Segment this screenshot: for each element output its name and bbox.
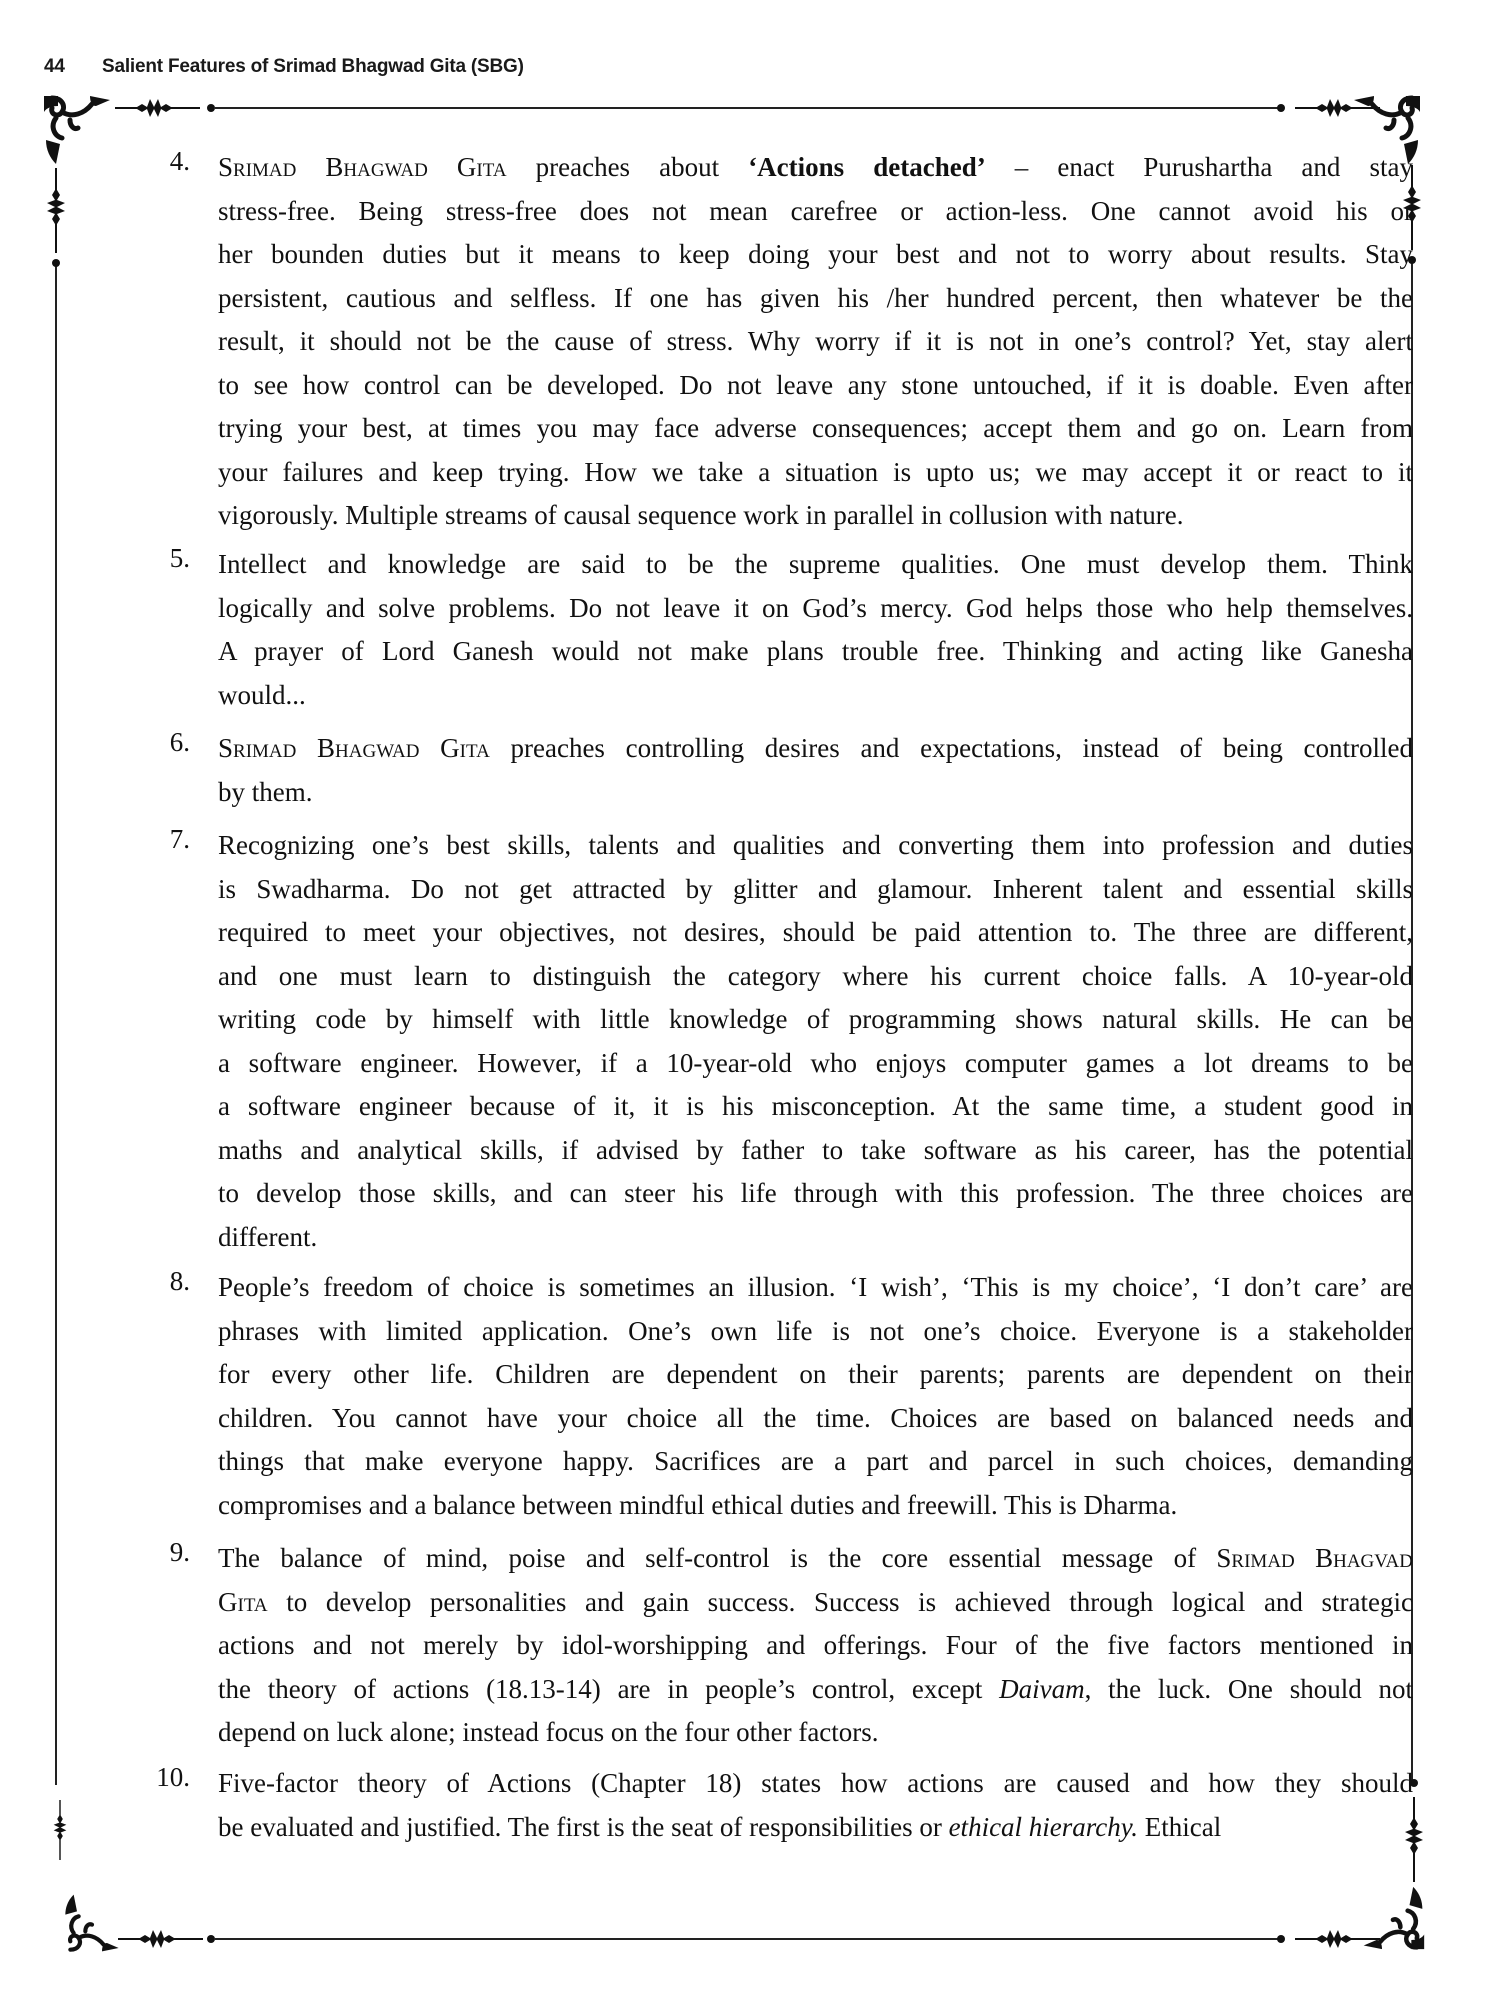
text-run: stress-free. Being stress-free does not mean carefree or action-less. One cannot avoid his or bbox=[218, 195, 1413, 226]
diamond-finial-icon bbox=[44, 168, 68, 253]
text-line bbox=[218, 1440, 1413, 1484]
text-run: is Swadharma. Do not get attracted by glitter and glamour. Inherent talent and essential skills bbox=[218, 873, 1413, 904]
text-run: trying your best, at times you may face adverse consequences; accept them and go on. Learn from bbox=[218, 413, 1413, 443]
text-line bbox=[218, 998, 1413, 1042]
text-line bbox=[218, 1172, 1413, 1216]
text-line bbox=[218, 1085, 1413, 1129]
item-text bbox=[218, 1266, 1413, 1527]
text-run: compromises and a balance between mindful ethical duties and freewill. This is Dharma. bbox=[218, 1489, 1178, 1520]
text-run: actions and not merely by idol-worshipping and offerings. Four of the five factors mentioned in bbox=[218, 1630, 1413, 1660]
floral-corner-icon bbox=[1360, 1885, 1426, 1951]
text-line bbox=[218, 955, 1413, 999]
text-run: preaches about bbox=[506, 152, 749, 182]
item-text bbox=[218, 727, 1413, 814]
text-run: for every other life. Children are dependent on their parents; parents are dependent on their bbox=[218, 1359, 1413, 1389]
text-run: – enact Purushartha and stay bbox=[985, 152, 1413, 182]
text-run: would... bbox=[218, 679, 306, 710]
text-run: Recognizing one’s best skills, talents and qualities and converting them into profession and duties bbox=[218, 830, 1413, 860]
text-run: different. bbox=[218, 1221, 318, 1252]
small-caps-title: Srimad Bhagwad Gita bbox=[218, 733, 490, 763]
text-line bbox=[218, 771, 1413, 815]
text-line bbox=[218, 1668, 1413, 1712]
bottom-border-dot-left bbox=[207, 1935, 215, 1943]
small-caps-title: Gita bbox=[218, 1586, 268, 1617]
left-border-line bbox=[55, 265, 57, 1785]
text-run: her bounden duties but it means to keep doing your best and not to worry about results. Stay bbox=[218, 239, 1413, 269]
text-run: a software engineer because of it, it is his misconception. At the same time, a student good in bbox=[218, 1091, 1413, 1121]
floral-corner-icon bbox=[42, 94, 114, 166]
text-run: maths and analytical skills, if advised by father to take software as his career, has the potential bbox=[218, 1134, 1413, 1165]
text-line bbox=[218, 1216, 1413, 1260]
page-number: 44 bbox=[44, 56, 65, 77]
item-text bbox=[218, 543, 1413, 717]
text-line bbox=[218, 1581, 1413, 1625]
text-line bbox=[218, 364, 1413, 408]
bold-phrase: ‘Actions detached’ bbox=[748, 152, 986, 182]
text-run: People’s freedom of choice is sometimes an illusion. ‘I wish’, ‘This is my choice’, ‘I don’t care’ are bbox=[218, 1272, 1413, 1302]
text-run: Intellect and knowledge are said to be the supreme qualities. One must develop them. Think bbox=[218, 549, 1413, 579]
text-line bbox=[218, 1042, 1413, 1086]
text-run: A prayer of Lord Ganesh would not make plans trouble free. Thinking and acting like Ganesha bbox=[218, 636, 1413, 666]
text-run: Five-factor theory of Actions (Chapter 18) states how actions are caused and how they should bbox=[218, 1768, 1413, 1798]
left-border-dot-top bbox=[52, 259, 60, 267]
text-line bbox=[218, 1129, 1413, 1173]
text-line bbox=[218, 1537, 1413, 1581]
text-line bbox=[218, 543, 1413, 587]
text-line bbox=[218, 494, 1413, 538]
italic-term: ethical hierarchy. bbox=[948, 1811, 1139, 1842]
text-run: result, it should not be the cause of stress. Why worry if it is not in one’s control? Yet, stay alert bbox=[218, 326, 1413, 356]
text-line bbox=[218, 674, 1413, 718]
text-run: Ethical bbox=[1138, 1811, 1222, 1842]
text-line bbox=[218, 407, 1413, 451]
text-run: vigorously. Multiple streams of causal sequence work in parallel in collusion with nature. bbox=[218, 500, 1184, 530]
small-caps-title: Srimad Bhagvad bbox=[1216, 1543, 1413, 1573]
diamond-finial-icon bbox=[118, 1928, 203, 1950]
text-run: writing code by himself with little knowledge of programming shows natural skills. He can be bbox=[218, 1004, 1413, 1034]
item-text bbox=[218, 1537, 1413, 1755]
top-border-line bbox=[215, 107, 1280, 109]
floral-corner-icon bbox=[62, 1893, 122, 1953]
text-run: a software engineer. However, if a 10-year-old who enjoys computer games a lot dreams to be bbox=[218, 1047, 1413, 1078]
item-number: 10. bbox=[156, 1762, 190, 1792]
running-header bbox=[44, 56, 524, 78]
text-run: , the luck. One should not bbox=[1084, 1673, 1413, 1704]
text-run: and one must learn to distinguish the category where his current choice falls. A 10-year-old bbox=[218, 960, 1413, 991]
text-run: to develop personalities and gain success. Success is achieved through logical and strategic bbox=[267, 1586, 1413, 1617]
item-number: 8. bbox=[169, 1266, 190, 1296]
text-line bbox=[218, 320, 1413, 364]
text-run: logically and solve problems. Do not leave it on God’s mercy. God helps those who help themselves. bbox=[218, 592, 1413, 623]
text-line bbox=[218, 1484, 1413, 1528]
text-line bbox=[218, 1624, 1413, 1668]
item-text bbox=[218, 146, 1413, 538]
item-number: 6. bbox=[169, 727, 190, 757]
text-run: things that make everyone happy. Sacrifices are a part and parcel in such choices, demanding bbox=[218, 1446, 1413, 1476]
italic-term: Daivam bbox=[999, 1673, 1085, 1704]
text-line bbox=[218, 190, 1413, 234]
text-run: children. You cannot have your choice all the time. Choices are based on balanced needs and bbox=[218, 1402, 1413, 1433]
text-run: be evaluated and justified. The first is the seat of responsibilities or bbox=[218, 1811, 949, 1842]
text-line bbox=[218, 1266, 1413, 1310]
text-line bbox=[218, 727, 1413, 771]
text-line bbox=[218, 146, 1413, 190]
text-line bbox=[218, 824, 1413, 868]
text-run: phrases with limited application. One’s own life is not one’s choice. Everyone is a stakeholder bbox=[218, 1315, 1413, 1346]
text-line bbox=[218, 1353, 1413, 1397]
text-line bbox=[218, 587, 1413, 631]
text-run: The balance of mind, poise and self-control is the core essential message of bbox=[218, 1543, 1217, 1573]
text-line bbox=[218, 451, 1413, 495]
text-run: to develop those skills, and can steer his life through with this profession. The three choices are bbox=[218, 1178, 1413, 1208]
text-line bbox=[218, 1397, 1413, 1441]
text-run: your failures and keep trying. How we take a situation is upto us; we may accept it or react to it bbox=[218, 456, 1413, 487]
text-line bbox=[218, 630, 1413, 674]
top-border-dot-left bbox=[207, 104, 215, 112]
text-line bbox=[218, 911, 1413, 955]
text-run: preaches controlling desires and expectations, instead of being controlled bbox=[489, 733, 1413, 763]
diamond-finial-icon bbox=[115, 97, 200, 119]
text-run: persistent, cautious and selfless. If one has given his /her hundred percent, then whatever be the bbox=[218, 282, 1413, 313]
item-text bbox=[218, 1762, 1413, 1849]
text-line bbox=[218, 1310, 1413, 1354]
item-number: 7. bbox=[169, 824, 190, 854]
item-number: 9. bbox=[169, 1537, 190, 1567]
text-run: required to meet your objectives, not desires, should be paid attention to. The three are different, bbox=[218, 917, 1413, 947]
text-run: by them. bbox=[218, 776, 313, 807]
text-run: depend on luck alone; instead focus on the four other factors. bbox=[218, 1717, 879, 1747]
item-text bbox=[218, 824, 1413, 1259]
text-run: to see how control can be developed. Do not leave any stone untouched, if it is doable. Even after bbox=[218, 369, 1413, 400]
bottom-border-line bbox=[215, 1938, 1280, 1940]
text-line bbox=[218, 1711, 1413, 1755]
diamond-finial-icon bbox=[48, 1800, 72, 1860]
top-border-dot-right bbox=[1277, 104, 1285, 112]
text-line bbox=[218, 868, 1413, 912]
running-title: Salient Features of Srimad Bhagwad Gita (SBG) bbox=[102, 56, 524, 77]
text-line bbox=[218, 233, 1413, 277]
text-run: the theory of actions (18.13-14) are in people’s control, except bbox=[218, 1673, 1000, 1704]
item-number: 4. bbox=[169, 146, 190, 176]
text-line bbox=[218, 1762, 1413, 1806]
bottom-border-dot-right bbox=[1277, 1935, 1285, 1943]
item-number: 5. bbox=[169, 543, 190, 573]
text-line bbox=[218, 1806, 1413, 1850]
text-line bbox=[218, 277, 1413, 321]
small-caps-title: Srimad Bhagwad Gita bbox=[218, 152, 507, 182]
